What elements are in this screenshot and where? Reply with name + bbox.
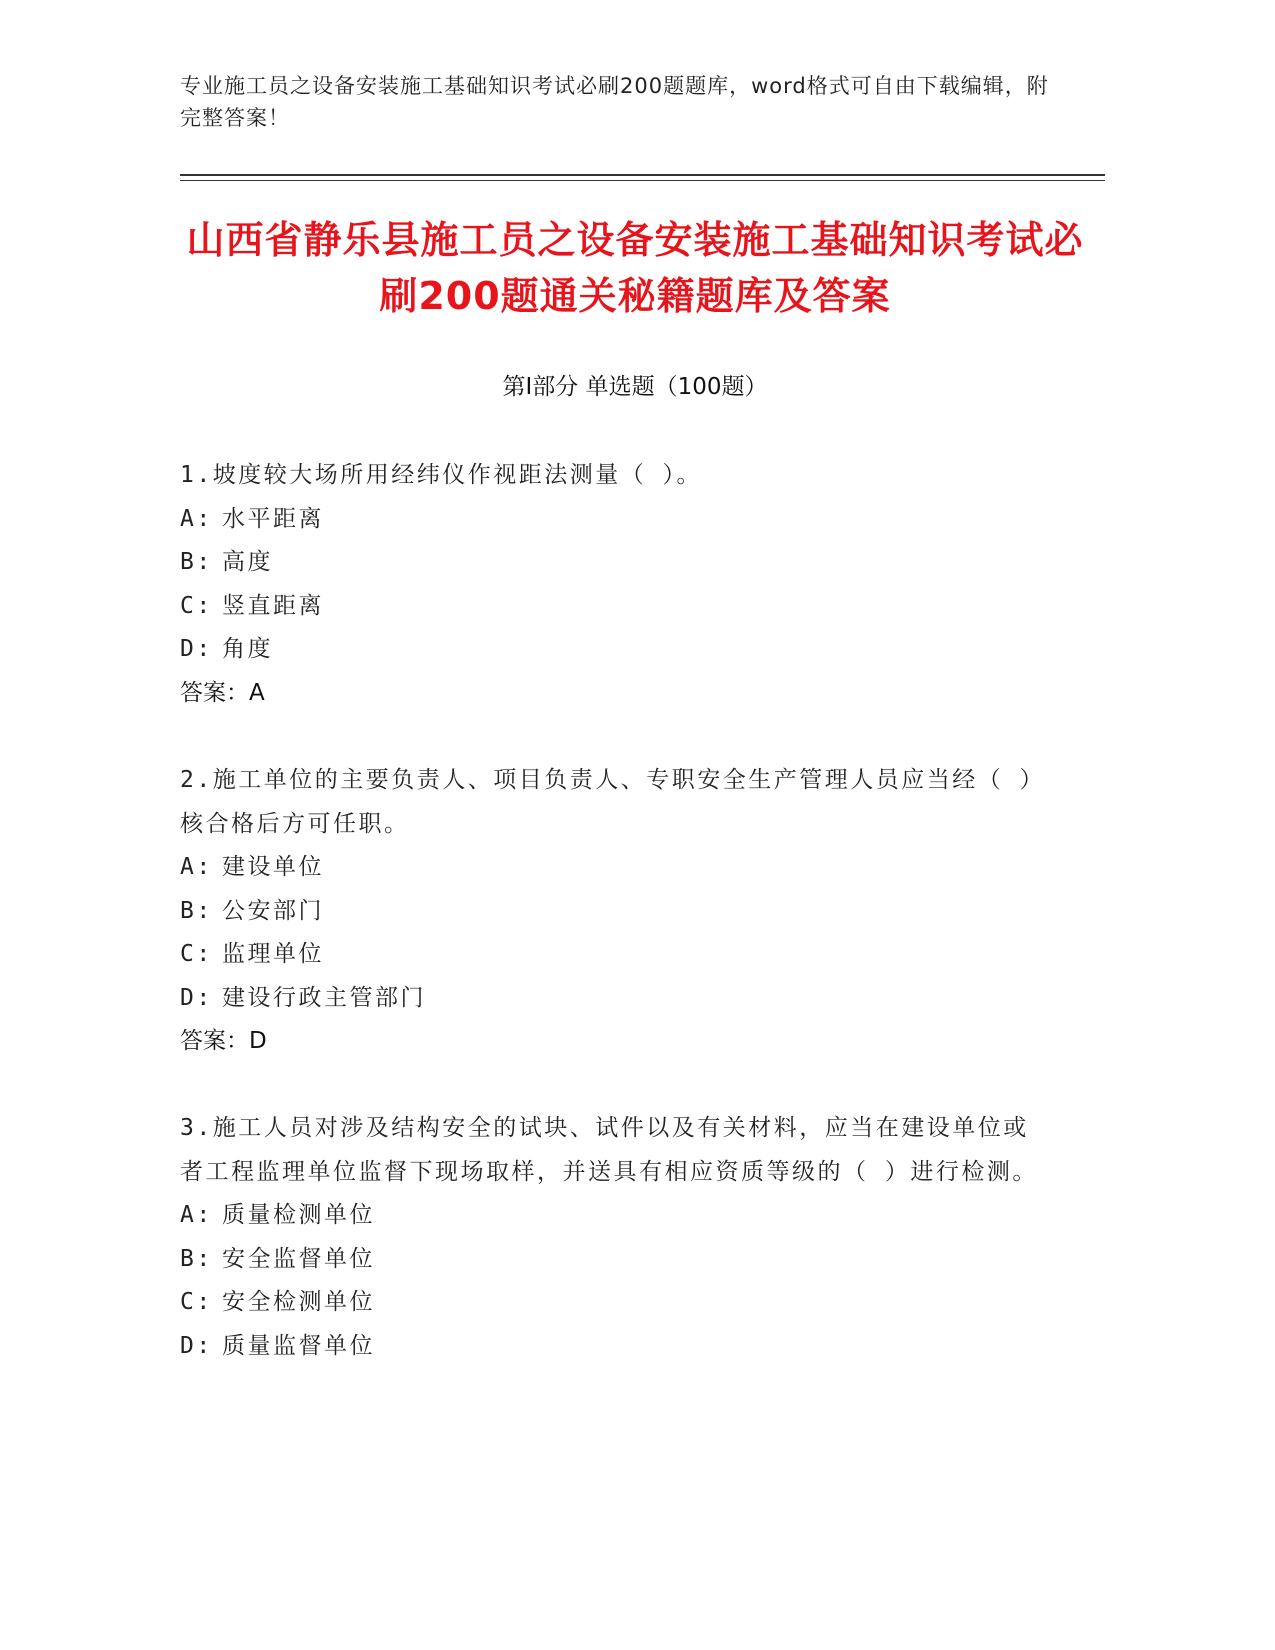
option-d [180, 977, 1040, 1021]
option-letter: A: [180, 505, 213, 532]
option-text: 高度 [222, 549, 273, 575]
question-3 [180, 1107, 1040, 1368]
option-letter: A: [180, 854, 213, 880]
option-b [180, 890, 1040, 934]
option-text: 公安部门 [222, 897, 324, 924]
section-title: 第Ⅰ部分 单选题（100题） [502, 374, 768, 400]
option-text: 安全监督单位 [222, 1245, 375, 1272]
question-2 [180, 759, 1040, 1064]
option-letter: D: [180, 984, 213, 1011]
option-c [180, 1281, 1040, 1325]
option-letter: D: [180, 1332, 213, 1359]
question-stem: 2.施工单位的主要负责人、项目负责人、专职安全生产管理人员应当经（ ）核合格后方可任职。 [180, 767, 1034, 837]
option-text: 建设行政主管部门 [222, 984, 426, 1011]
question-stem: 1.坡度较大场所用经纬仪作视距法测量（ ）。 [180, 462, 703, 488]
question-1 [180, 454, 1040, 715]
option-text: 监理单位 [222, 941, 324, 967]
option-text: 角度 [222, 636, 273, 662]
option-d [180, 1325, 1040, 1369]
question-stem: 3.施工人员对涉及结构安全的试块、试件以及有关材料，应当在建设单位或者工程监理单位监督下现场取样，并送具有相应资质等级的（ ）进行检测。 [180, 1115, 1038, 1185]
option-text: 安全检测单位 [222, 1289, 375, 1315]
option-b [180, 1238, 1040, 1282]
option-letter: B: [180, 1245, 213, 1272]
option-a [180, 1194, 1040, 1238]
option-letter: C: [180, 592, 213, 619]
option-a [180, 846, 1040, 890]
option-a [180, 498, 1040, 542]
header-note: 专业施工员之设备安装施工基础知识考试必刷200题题库，word格式可自由下载编辑，附完整答案！ [180, 74, 1049, 130]
option-letter: B: [180, 897, 213, 924]
header-divider-thick [180, 174, 1105, 176]
option-letter: C: [180, 1289, 213, 1315]
option-c [180, 933, 1040, 977]
option-b [180, 541, 1040, 585]
option-c [180, 585, 1040, 629]
answer-line: 答案：A [180, 679, 265, 706]
option-letter: D: [180, 636, 213, 662]
header-divider-thin [180, 180, 1105, 181]
option-letter: A: [180, 1202, 213, 1228]
option-text: 建设单位 [222, 854, 324, 880]
option-text: 竖直距离 [222, 592, 324, 619]
option-text: 质量监督单位 [222, 1332, 375, 1359]
option-text: 水平距离 [222, 505, 324, 532]
option-letter: C: [180, 941, 213, 967]
option-letter: B: [180, 549, 213, 575]
option-text: 质量检测单位 [222, 1202, 375, 1228]
document-title: 山西省静乐县施工员之设备安装施工基础知识考试必刷200题通关秘籍题库及答案 [186, 218, 1084, 318]
option-d [180, 628, 1040, 672]
answer-line: 答案：D [180, 1028, 267, 1054]
